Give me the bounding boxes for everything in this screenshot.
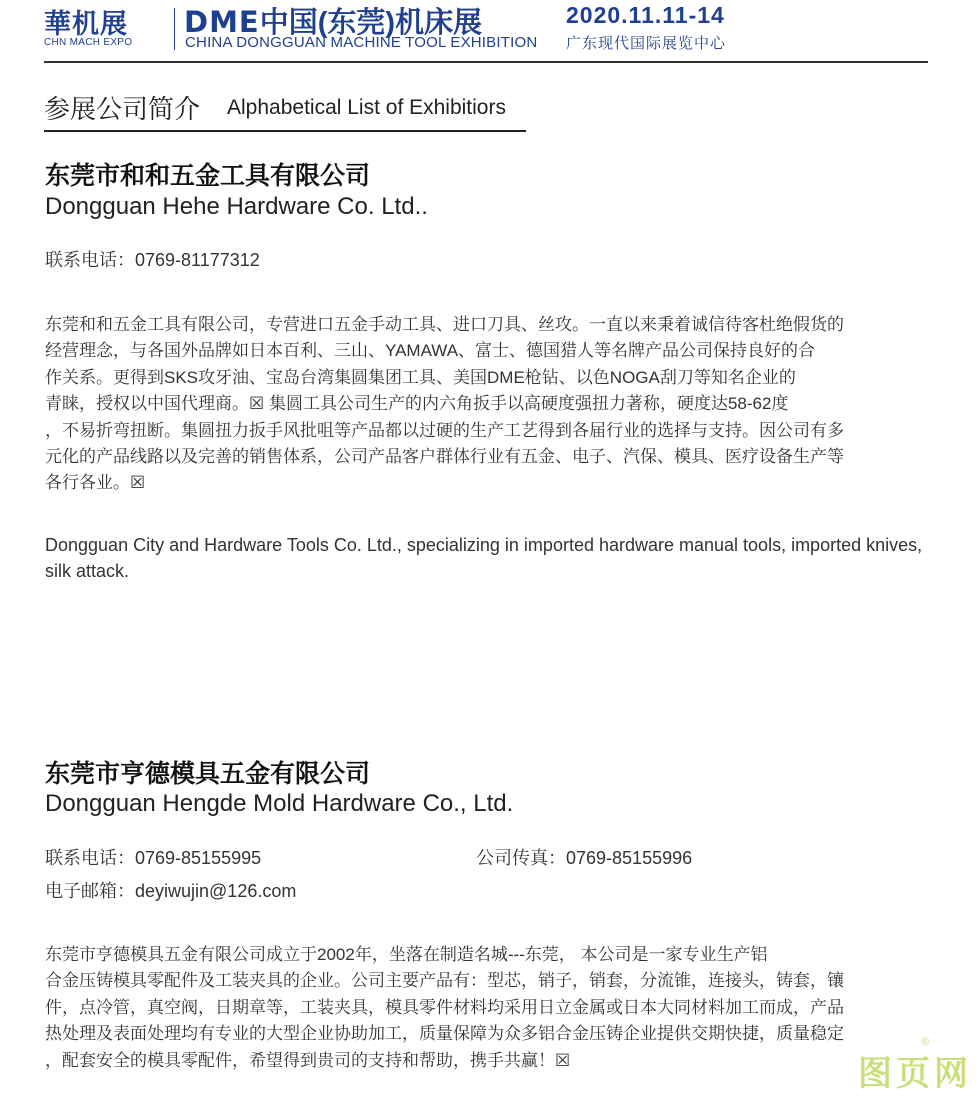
description-line: 经营理念，与各国外品牌如日本百利、三山、YAMAWA、富士、德国猎人等名牌产品公司保持良好的合 — [45, 341, 816, 361]
dme-subtitle: CHINA DONGGUAN MACHINE TOOL EXHIBITION — [185, 34, 538, 51]
dme-title-cn: 中国(东莞)机床展 — [259, 7, 483, 39]
description-line: ，不易折弯扭断。集圆扭力扳手风批咀等产品都以过硬的生产工艺得到各届行业的选择与支持。因公司有多 — [45, 420, 844, 440]
watermark-registered-mark: ® — [921, 1036, 930, 1048]
company-name-en: Dongguan Hehe Hardware Co. Ltd.. — [45, 193, 428, 220]
company-phone: 联系电话：0769-81177312 — [45, 250, 260, 270]
description-line: 件，点冷管，真空阀，日期章等，工装夹具，模具零件材料均采用日立金属或日本大同材料加工而成，产品 — [45, 997, 844, 1017]
company-name-en: Dongguan Hengde Mold Hardware Co., Ltd. — [45, 790, 514, 817]
description-line: 热处理及表面处理均有专业的大型企业协助加工，质量保障为众多铝合金压铸企业提供交期快捷，质量稳定 — [45, 1024, 844, 1044]
expo-date: 2020.11.11-14 — [566, 2, 725, 28]
company-description-en: Dongguan City and Hardware Tools Co. Ltd., specializing in imported hardware manual tools, imported knives, silk attack. — [45, 535, 923, 581]
description-line: 各行各业。☒ — [45, 473, 146, 493]
description-line: 合金压铸模具零配件及工装夹具的企业。公司主要产品有：型芯，销子，销套，分流锥，连接头，铸套，镶 — [45, 971, 844, 991]
company-description-cn — [45, 312, 935, 497]
expo-venue: 广东现代国际展览中心 — [566, 35, 727, 52]
logo-cn: 華机展 — [44, 9, 128, 39]
company-name-cn: 东莞市和和五金工具有限公司 — [45, 162, 371, 190]
company-fax: 公司传真：0769-85155996 — [476, 848, 693, 868]
description-line: ，配套安全的模具零配件，希望得到贵司的支持和帮助，携手共赢！☒ — [45, 1050, 571, 1070]
company-name-cn: 东莞市亨德模具五金有限公司 — [45, 760, 371, 788]
company-email: 电子邮箱：deyiwujin@126.com — [45, 881, 297, 901]
section-divider — [44, 130, 526, 132]
logo-en: CHN MACH EXPO — [44, 37, 133, 48]
section-title-cn: 参展公司简介 — [44, 94, 201, 124]
description-line: 东莞市亨德模具五金有限公司成立于2002年，坐落在制造名城---东莞， 本公司是一家专业生产铝 — [45, 945, 768, 964]
header-divider — [44, 61, 928, 63]
section-title-en: Alphabetical List of Exhibitiors — [227, 96, 506, 119]
description-line: 元化的产品线路以及完善的销售体系，公司产品客户群体行业有五金、电子、汽保、模具、医疗设备生产等 — [45, 447, 844, 467]
description-line: 青睐，授权以中国代理商。☒ 集圆工具公司生产的内六角扳手以高硬度强扭力著称，硬度达58-62度 — [45, 394, 789, 414]
description-line: 东莞和和五金工具有限公司，专营进口五金手动工具、进口刀具、丝攻。一直以来秉着诚信待客杜绝假货的 — [45, 315, 844, 334]
logo-divider — [174, 8, 175, 50]
company-description-cn — [45, 942, 935, 1074]
description-line: 作关系。更得到SKS攻牙油、宝岛台湾集圆集团工具、美国DME枪钻、以色NOGA刮刀等知名企业的 — [45, 367, 796, 387]
dme-brand: DME — [184, 5, 260, 39]
company-phone: 联系电话：0769-85155995 — [45, 848, 262, 868]
watermark: 图页网 — [858, 1055, 972, 1093]
